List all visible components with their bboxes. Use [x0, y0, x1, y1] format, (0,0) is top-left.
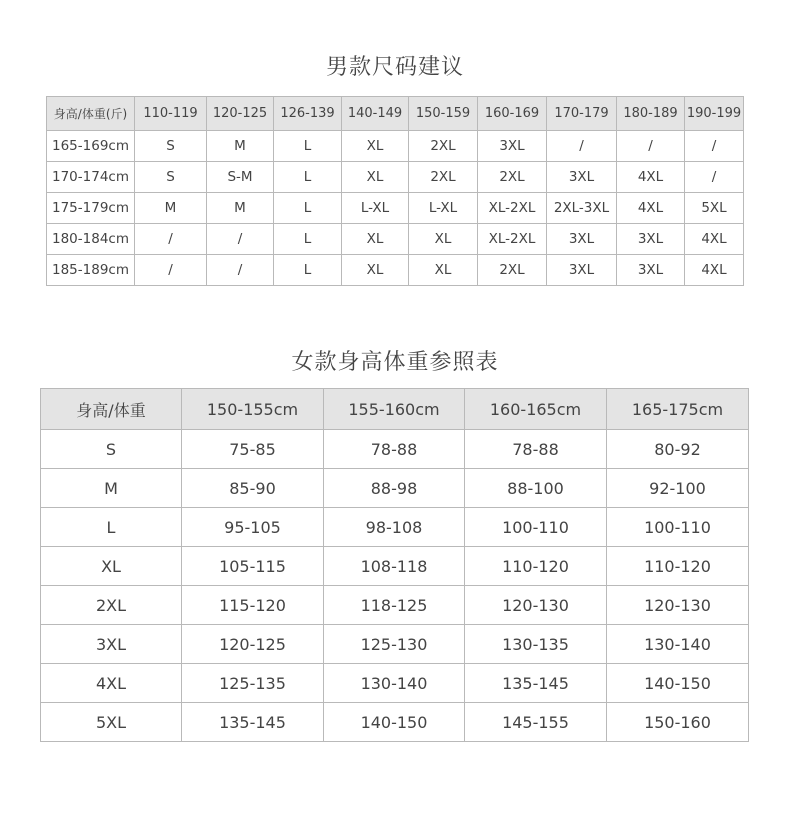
size-cell: 3XL — [547, 255, 617, 286]
height-cell: 170-174cm — [47, 162, 135, 193]
size-label-cell: S — [41, 430, 182, 469]
size-cell: XL — [409, 255, 478, 286]
size-cell: 4XL — [617, 193, 685, 224]
size-cell: L — [274, 162, 342, 193]
size-cell: S — [135, 131, 207, 162]
header-height-range: 160-165cm — [465, 389, 607, 430]
weight-cell: 75-85 — [182, 430, 324, 469]
weight-cell: 120-130 — [465, 586, 607, 625]
size-cell: / — [207, 224, 274, 255]
size-cell: / — [135, 255, 207, 286]
table-row — [41, 664, 749, 703]
weight-cell: 88-98 — [324, 469, 465, 508]
men-size-table — [46, 96, 744, 286]
size-cell: 4XL — [685, 224, 744, 255]
size-cell: 2XL — [409, 162, 478, 193]
header-weight-range: 170-179 — [547, 97, 617, 131]
weight-cell: 150-160 — [607, 703, 749, 742]
table-header-row — [47, 97, 744, 131]
header-weight-range: 160-169 — [478, 97, 547, 131]
table-row — [41, 625, 749, 664]
size-cell: 3XL — [547, 224, 617, 255]
weight-cell: 85-90 — [182, 469, 324, 508]
size-label-cell: L — [41, 508, 182, 547]
weight-cell: 88-100 — [465, 469, 607, 508]
size-cell: 2XL-3XL — [547, 193, 617, 224]
size-cell: / — [135, 224, 207, 255]
size-cell: L — [274, 193, 342, 224]
header-height-weight: 身高/体重 — [41, 389, 182, 430]
size-cell: 3XL — [617, 255, 685, 286]
height-cell: 180-184cm — [47, 224, 135, 255]
size-cell: L-XL — [342, 193, 409, 224]
size-cell: / — [547, 131, 617, 162]
size-cell: M — [135, 193, 207, 224]
weight-cell: 110-120 — [607, 547, 749, 586]
weight-cell: 118-125 — [324, 586, 465, 625]
size-cell: XL-2XL — [478, 224, 547, 255]
header-weight-range: 126-139 — [274, 97, 342, 131]
size-cell: 3XL — [617, 224, 685, 255]
header-height-range: 155-160cm — [324, 389, 465, 430]
size-cell: / — [685, 162, 744, 193]
table-row — [41, 547, 749, 586]
weight-cell: 125-135 — [182, 664, 324, 703]
weight-cell: 92-100 — [607, 469, 749, 508]
size-cell: XL — [342, 162, 409, 193]
weight-cell: 105-115 — [182, 547, 324, 586]
size-cell: XL — [409, 224, 478, 255]
women-size-title: 女款身高体重参照表 — [291, 350, 499, 375]
size-label-cell: 2XL — [41, 586, 182, 625]
table-row — [47, 193, 744, 224]
header-height-range: 150-155cm — [182, 389, 324, 430]
size-cell: 3XL — [478, 131, 547, 162]
table-row — [47, 255, 744, 286]
size-cell: XL — [342, 255, 409, 286]
size-label-cell: 4XL — [41, 664, 182, 703]
weight-cell: 130-140 — [324, 664, 465, 703]
height-cell: 165-169cm — [47, 131, 135, 162]
header-weight-range: 190-199 — [685, 97, 744, 131]
women-size-table — [40, 388, 749, 742]
size-cell: XL-2XL — [478, 193, 547, 224]
weight-cell: 78-88 — [324, 430, 465, 469]
header-weight-range: 110-119 — [135, 97, 207, 131]
weight-cell: 145-155 — [465, 703, 607, 742]
weight-cell: 140-150 — [324, 703, 465, 742]
size-cell: 2XL — [478, 162, 547, 193]
weight-cell: 100-110 — [607, 508, 749, 547]
weight-cell: 120-125 — [182, 625, 324, 664]
size-cell: 4XL — [685, 255, 744, 286]
header-weight-range: 140-149 — [342, 97, 409, 131]
size-cell: L-XL — [409, 193, 478, 224]
size-cell: S — [135, 162, 207, 193]
weight-cell: 135-145 — [182, 703, 324, 742]
table-header-row — [41, 389, 749, 430]
size-cell: L — [274, 131, 342, 162]
table-row — [47, 131, 744, 162]
size-cell: 2XL — [478, 255, 547, 286]
header-height-range: 165-175cm — [607, 389, 749, 430]
size-cell: / — [207, 255, 274, 286]
size-cell: XL — [342, 131, 409, 162]
men-size-title: 男款尺码建议 — [325, 55, 464, 80]
height-cell: 175-179cm — [47, 193, 135, 224]
weight-cell: 125-130 — [324, 625, 465, 664]
table-row — [47, 162, 744, 193]
size-cell: S-M — [207, 162, 274, 193]
weight-cell: 108-118 — [324, 547, 465, 586]
weight-cell: 120-130 — [607, 586, 749, 625]
weight-cell: 115-120 — [182, 586, 324, 625]
weight-cell: 130-140 — [607, 625, 749, 664]
header-weight-range: 150-159 — [409, 97, 478, 131]
weight-cell: 95-105 — [182, 508, 324, 547]
size-cell: L — [274, 255, 342, 286]
weight-cell: 130-135 — [465, 625, 607, 664]
size-cell: M — [207, 131, 274, 162]
size-cell: 3XL — [547, 162, 617, 193]
table-row — [41, 703, 749, 742]
header-height-weight: 身高/体重(斤) — [47, 97, 135, 131]
weight-cell: 135-145 — [465, 664, 607, 703]
size-label-cell: 3XL — [41, 625, 182, 664]
size-cell: / — [685, 131, 744, 162]
size-cell: / — [617, 131, 685, 162]
table-row — [47, 224, 744, 255]
header-weight-range: 180-189 — [617, 97, 685, 131]
weight-cell: 80-92 — [607, 430, 749, 469]
header-weight-range: 120-125 — [207, 97, 274, 131]
table-row — [41, 508, 749, 547]
size-cell: 4XL — [617, 162, 685, 193]
table-row — [41, 430, 749, 469]
size-label-cell: XL — [41, 547, 182, 586]
weight-cell: 78-88 — [465, 430, 607, 469]
size-cell: M — [207, 193, 274, 224]
weight-cell: 100-110 — [465, 508, 607, 547]
weight-cell: 110-120 — [465, 547, 607, 586]
weight-cell: 98-108 — [324, 508, 465, 547]
size-label-cell: M — [41, 469, 182, 508]
size-cell: 5XL — [685, 193, 744, 224]
size-label-cell: 5XL — [41, 703, 182, 742]
table-row — [41, 586, 749, 625]
weight-cell: 140-150 — [607, 664, 749, 703]
size-cell: L — [274, 224, 342, 255]
height-cell: 185-189cm — [47, 255, 135, 286]
table-row — [41, 469, 749, 508]
size-cell: XL — [342, 224, 409, 255]
size-cell: 2XL — [409, 131, 478, 162]
